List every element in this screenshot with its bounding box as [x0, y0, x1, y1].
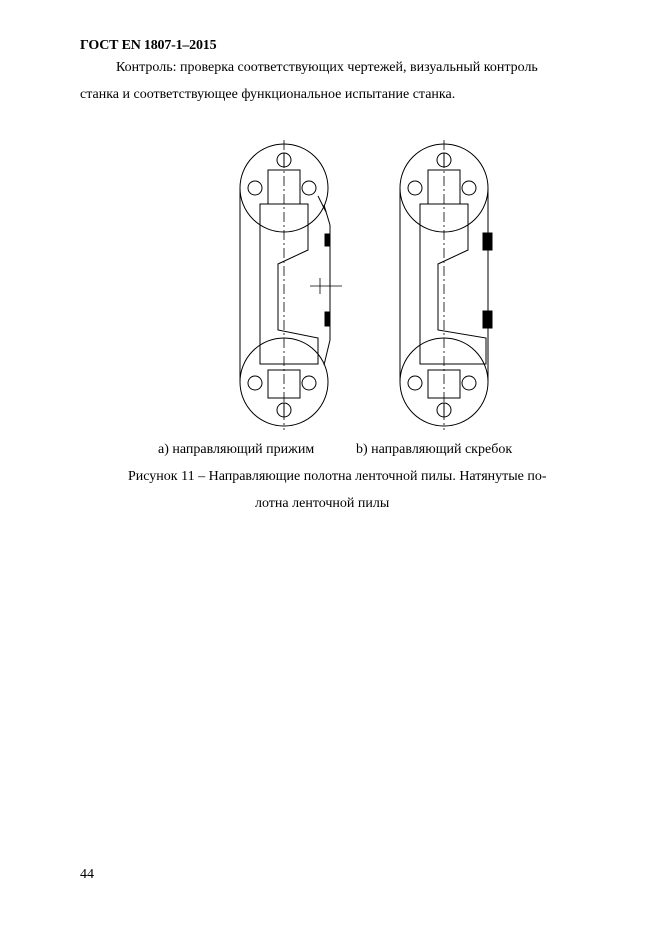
paragraph-line-1: Контроль: проверка соответствующих чертежей, визуальный контроль: [116, 60, 538, 75]
drawing-a-guide-clamp: [240, 140, 342, 430]
subcaption-b: b) направляющий скребок: [356, 442, 513, 457]
page-number: 44: [80, 867, 94, 882]
subcaption-a: a) направляющий прижим: [158, 442, 315, 457]
frame-a: [260, 204, 318, 364]
figure-caption-line-2: лотна ленточной пилы: [255, 496, 390, 511]
figure-caption-line-1: Рисунок 11 – Направляющие полотна ленточной пилы. Натянутые по-: [128, 469, 547, 484]
paragraph-line-2: станка и соответствующее функциональное испытание станка.: [80, 87, 456, 102]
standard-code: ГОСТ EN 1807-1–2015: [80, 38, 217, 53]
drawing-b-guide-scraper: [400, 140, 488, 430]
